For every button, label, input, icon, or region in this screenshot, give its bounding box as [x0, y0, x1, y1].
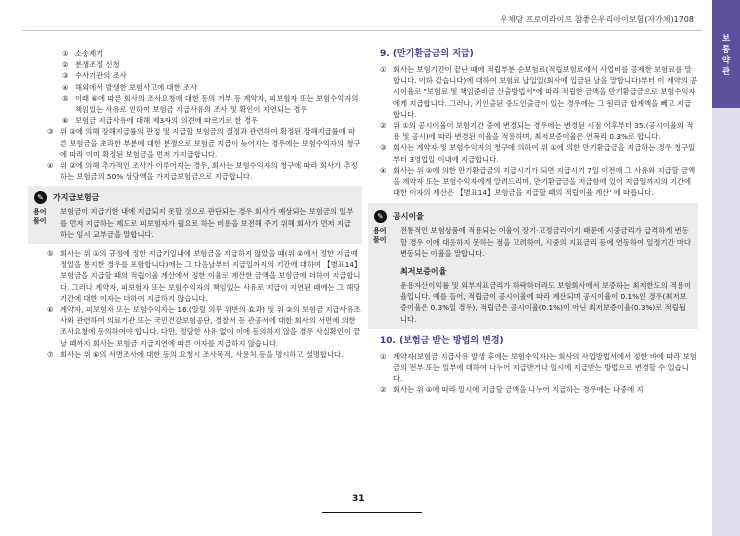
- pencil-icon: ✎: [374, 210, 387, 223]
- s9-clause-3: ③ 회사는 계약자 및 보험수익자의 청구에 의하여 위 ①에 의한 만기환급금을 지급하는 경우 청구일부터 3영업일 이내에 지급합니다.: [380, 143, 696, 164]
- list-item: ② 분쟁조정 신청: [62, 60, 120, 70]
- clause-number-3: ③: [47, 127, 54, 137]
- page-number: 31: [352, 494, 365, 504]
- s9-clause-1: ① 회사는 보험기간이 끝난 때에 적립부분 순보험료(적립보험료에서 사업비를 공제한 보험료를 말합니다. 이하 같습니다)에 대하여 보험료 납입일(회사에 입금된 날을 말합니다)부터 이 계약의 공시이율로 "보험료 및 책임준비금 산출방법서"에 따라 적립한 금액을 만기환급금으로 보험수익자에게 지급합니다. 그러나, 기인출된 중도인출금이 있는 경우에는 그 원리금 합계액을 빼고 지급합니다.: [380, 65, 698, 119]
- page-number-rule: [322, 512, 422, 513]
- glossary-body: 보험금이 지급기한 내에 지급되지 못할 것으로 판단되는 경우 회사가 예상되는 보험금의 일부를 먼저 지급하는 제도로 피보험자가 필요로 하는 비용을 보전해 주기 위해 회사가 먼저 지급하는 임시 교부금을 말합니다.: [60, 207, 354, 239]
- section-10-title: 10. (보험금 받는 방법의 변경): [380, 335, 504, 346]
- glossary-body-1: 전통적인 보험상품에 적용되는 이율이 장기·고정금리이기 때문에 시중금리가 급격하게 변동할 경우 이에 대응하지 못하는 점을 고려하여, 시중의 지표금리 등에 연동하여 일정기간 마다 변동되는 이율을 말합니다.: [400, 226, 691, 258]
- glossary-title-2: 최저보증이율: [400, 266, 447, 276]
- section-tab: [712, 0, 740, 108]
- delay-reasons-list: [60, 48, 362, 126]
- glossary-body-2: 운용자산이익률 및 외부지표금리가 하락하더라도 보험회사에서 보증하는 최저한도의 적용이율입니다. 예를 들어, 적립금이 공시이율에 따라 계산되며 공시이율이 0.1%인 경우(최저보증이율은 0.3%일 경우), 적립금은 공시이율(0.1%)이 아닌 최저보증이율(0.3%)로 적립됩니다.: [400, 281, 692, 324]
- list-item: ④ 해외에서 발생한 보험사고에 대한 조사: [62, 82, 198, 92]
- glossary-box: [28, 186, 362, 244]
- document-header-title: 우체당 프로미라이프 참좋은우리아이보험(자가체)1708: [500, 15, 694, 24]
- glossary-rates-head: ✎ 공시이율: [374, 207, 692, 225]
- clause-3: ③ 위 ②에 의해 장해지급률의 판정 및 지급할 보험금의 결정과 관련하여 확정된 장해지급률에 따른 보험금을 초과한 부분에 대한 분쟁으로 보험금 지급이 늦어지는 경우에는 보험수익자의 청구에 따라 이미 확정된 보험금을 먼저 가지급합니다.: [47, 127, 361, 159]
- clause-number-5: ⑤: [47, 249, 54, 259]
- header-rule: [22, 30, 702, 31]
- s9-clause-2: ② 위 ①의 공시이율이 보험기간 중에 변경되는 경우에는 변경된 시점 이후부터 35.(공시이율의 적용 및 공시)에 따라 변경된 이율을 적용하며, 최저보증이율은 연복리 0.3%로 합니다.: [380, 121, 694, 142]
- list-item: ① 소송제기: [62, 49, 104, 58]
- left-column: [33, 48, 362, 360]
- list-item: ③ 수사기관의 조사: [62, 71, 127, 81]
- pencil-icon: ✎: [34, 191, 47, 204]
- clause-6: ⑥ 계약자, 피보험자 또는 보험수익자는 16.(알릴 의무 위반의 효과) 및 위 ②의 보험금 지급사유조사와 관련하여 의료기관 또는 국민건강보험공단, 경찰서 등 관공서에 대한 회사의 서면에 의한 조사요청에 동의하여야 합니다. 다만, 정당한 사유 없이 이에 동의하지 않을 경우 사실확인이 끝날 때까지 회사는 보험금 지급지연에 따른 이자를 지급하지 않습니다.: [47, 305, 361, 348]
- clause-number-6: ⑥: [47, 305, 54, 315]
- glossary-title: ✎ 가지급보험금: [34, 188, 356, 206]
- glossary-label: 용어 풀이: [33, 208, 47, 226]
- clause-7: ⑦ 회사는 위 ⑥의 서면조사에 대한 동의 요청시 조사목적, 사용처 등을 명시하고 설명합니다.: [47, 349, 344, 359]
- clause-number-4: ④: [47, 161, 54, 171]
- clause-4: ④ 위 ②에 의해 추가적인 조사가 이루어지는 경우, 회사는 보험수익자의 청구에 따라 회사가 추정하는 보험금의 50% 상당액을 가지급보험금으로 지급합니다.: [47, 161, 358, 182]
- right-column: [373, 48, 698, 396]
- s9-clause-4: ④ 회사는 위 ①에 의한 만기환급금의 지급시기가 되면 지급시기 7일 이전에 그 사유와 지급할 금액을 계약자 또는 보험수익자에게 알려드리며, 만기환급금을 지급함에 있어 지급일까지의 기간에 대한 이자의 계산은 【별표14】보험금을 지급할 때의 적립이율 계산' 에 따릅니다.: [380, 165, 696, 198]
- s10-clause-2: ② 회사는 위 ①에 따라 일시에 지급할 금액을 나누어 지급하는 경우에는 나중에 지: [380, 385, 644, 395]
- clause-number-7: ⑦: [47, 349, 54, 359]
- section-9-title: 9. (만기환급금의 지급): [380, 49, 474, 59]
- side-strip: [712, 108, 740, 536]
- clause-5: ⑤ 회사는 위 ①의 규정에 정한 지급기일내에 보험금을 지급하지 않았을 때(위 ②에서 정한 지급예정일을 통지한 경우를 포함합니다)에는 그 다음날부터 지급일까지의 기간에 대하여 【별표14】보험금을 지급할 때의 적립이율 계산에서 정한 이율로 계산한 금액을 보험금에 더하여 지급합니다. 그러나 계약자, 피보험자 또는 보험수익자의 책임있는 사유로 지급이 지연된 때에는 그 해당기간에 대한 이자는 더하여 지급하지 않습니다.: [47, 249, 362, 303]
- glossary-box-rates: [368, 203, 698, 328]
- glossary-rates-label: 용어 풀이: [373, 227, 387, 245]
- list-item: ⑤ 이래 ⑥에 따른 회사의 조사요청에 대한 동의 거부 등 계약자, 피보험자 또는 보험수익자의 책임있는 사유로 인하여 보험금 지급사유의 조사 및 확인이 지연되는 경우: [62, 93, 359, 115]
- s10-clause-1: ① 계약자(보험금 지급사유 발생 후에는 보험수익자)는 회사의 사업방법서에서 정한 바에 따라 보험금의 전부 또는 일부에 대하여 나누어 지급받거나 일시에 지급받는 방법으로 변경할 수 있습니다.: [380, 351, 697, 384]
- list-item: ⑥ 보험금 지급사유에 대해 제3자의 의견에 따르기로 한 경우: [62, 116, 258, 126]
- section-tab-label: 보 통 약 관: [721, 34, 731, 77]
